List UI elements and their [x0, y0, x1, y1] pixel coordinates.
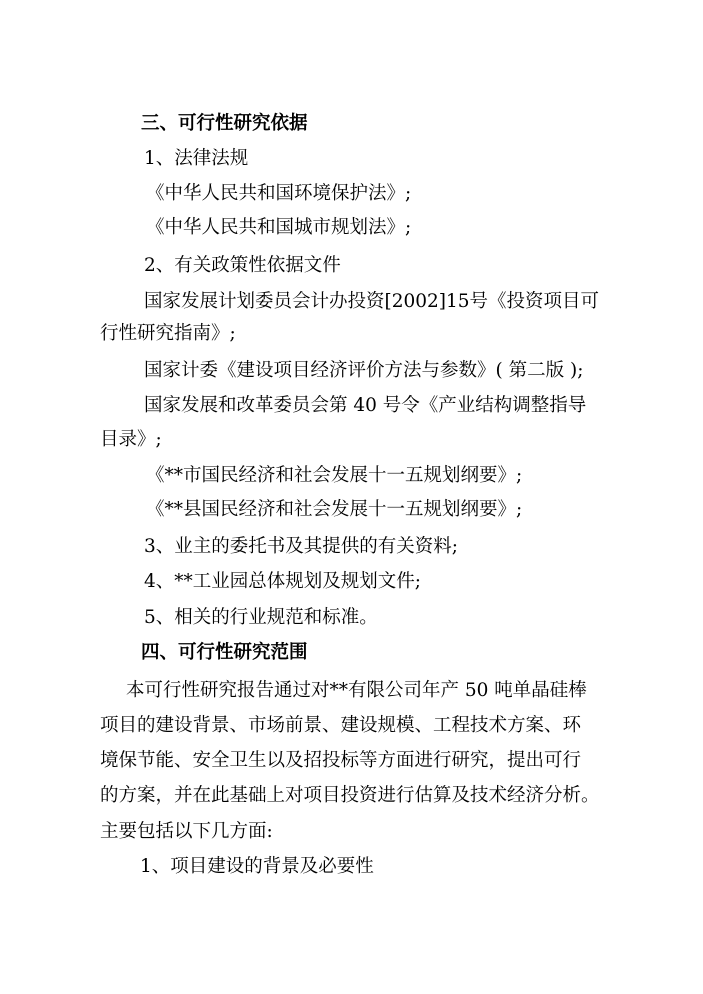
plan-county: 《**县国民经济和社会发展十一五规划纲要》; — [146, 499, 523, 520]
policy-1-line-1: 国家发展计划委员会计办投资[2002]15号《投资项目可 — [144, 291, 600, 312]
list-item-standards: 5、相关的行业规范和标准。 — [144, 607, 378, 628]
policy-3-line-2: 目录》; — [100, 429, 162, 450]
list-item-policy-documents: 2、有关政策性依据文件 — [144, 255, 341, 276]
paragraph-line-5: 主要包括以下几方面: — [100, 821, 273, 842]
list-item-background-necessity: 1、项目建设的背景及必要性 — [140, 856, 374, 877]
policy-2: 国家计委《建设项目经济评价方法与参数》( 第二版 ); — [144, 360, 584, 381]
list-item-laws: 1、法律法规 — [144, 148, 249, 169]
law-environmental-protection: 《中华人民共和国环境保护法》; — [146, 183, 412, 204]
law-urban-planning: 《中华人民共和国城市规划法》; — [146, 217, 412, 238]
paragraph-line-2: 项目的建设背景、市场前景、建设规模、工程技术方案、环 — [100, 715, 582, 736]
policy-3-line-1: 国家发展和改革委员会第 40 号令《产业结构调整指导 — [144, 395, 587, 416]
paragraph-line-1: 本可行性研究报告通过对**有限公司年产 50 吨单晶硅棒 — [126, 680, 587, 701]
list-item-industrial-park: 4、**工业园总体规划及规划文件; — [144, 571, 422, 592]
plan-city: 《**市国民经济和社会发展十一五规划纲要》; — [146, 465, 523, 486]
section-4-heading: 四、可行性研究范围 — [141, 642, 308, 663]
paragraph-line-4: 的方案，并在此基础上对项目投资进行估算及技术经济分析。 — [100, 785, 600, 806]
list-item-owner-materials: 3、业主的委托书及其提供的有关资料; — [144, 536, 459, 557]
paragraph-line-3: 境保节能、安全卫生以及招投标等方面进行研究，提出可行 — [100, 750, 582, 771]
section-3-heading: 三、可行性研究依据 — [141, 113, 308, 134]
policy-1-line-2: 行性研究指南》; — [100, 323, 236, 344]
